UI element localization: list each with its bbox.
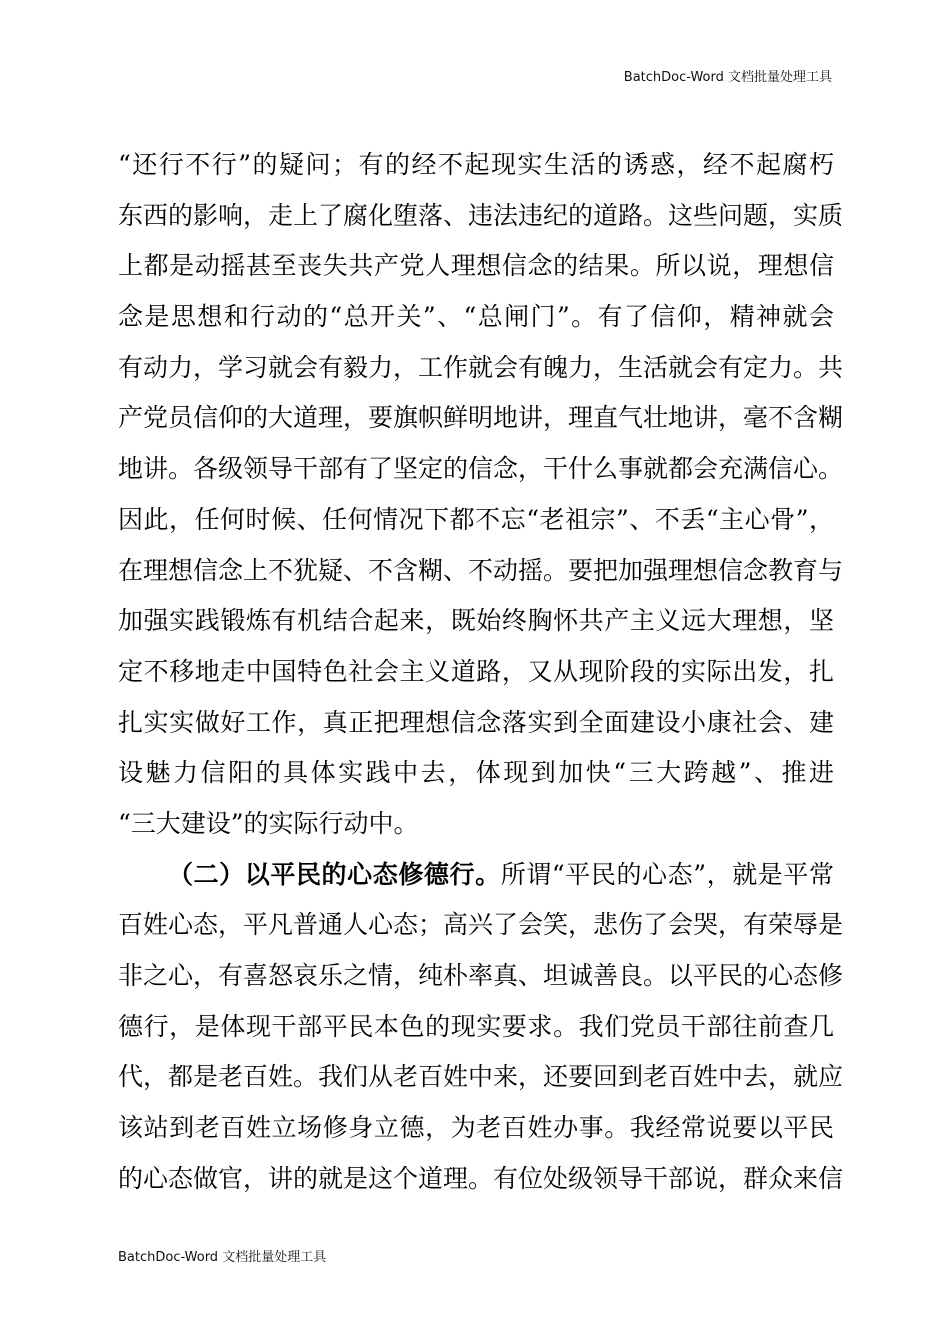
body-line: 地讲。各级领导干部有了坚定的信念，干什么事就都会充满信心。 xyxy=(118,454,844,484)
body-line: 有动力，学习就会有毅力，工作就会有魄力，生活就会有定力。共 xyxy=(118,352,844,382)
body-line: 扎实实做好工作，真正把理想信念落实到全面建设小康社会、建 xyxy=(118,707,834,737)
body-line: 加强实践锻炼有机结合起来，既始终胸怀共产主义远大理想，坚 xyxy=(118,606,834,636)
body-line: “还行不行”的疑问；有的经不起现实生活的诱惑，经不起腐朽 xyxy=(118,150,834,179)
section-heading: （二）以平民的心态修德行。 xyxy=(168,859,501,889)
body-line: 设魅力信阳的具体实践中去，体现到加快“三大跨越”、推进 xyxy=(118,758,834,788)
body-line: 念是思想和行动的“总开关”、“总闸门”。有了信仰，精神就会 xyxy=(118,302,834,332)
body-line: 上都是动摇甚至丧失共产党人理想信念的结果。所以说，理想信 xyxy=(118,251,834,281)
body-line: 代，都是老百姓。我们从老百姓中来，还要回到老百姓中去，就应 xyxy=(118,1062,844,1092)
document-body xyxy=(118,140,844,1204)
body-line: 东西的影响，走上了腐化堕落、违法违纪的道路。这些问题，实质 xyxy=(118,200,844,230)
body-line: 产党员信仰的大道理，要旗帜鲜明地讲，理直气壮地讲，毫不含糊 xyxy=(118,403,844,433)
body-line: 该站到老百姓立场修身立德，为老百姓办事。我经常说要以平民 xyxy=(118,1113,834,1143)
section-first-line-text: 所谓“平民的心态”，就是平常 xyxy=(500,859,834,889)
page-footer: BatchDoc-Word 文档批量处理工具 xyxy=(118,1250,327,1265)
body-line: 的心态做官，讲的就是这个道理。有位处级领导干部说，群众来信 xyxy=(118,1163,844,1193)
page-header: BatchDoc-Word 文档批量处理工具 xyxy=(623,70,832,85)
body-line: “三大建设”的实际行动中。 xyxy=(118,808,419,838)
section-first-line xyxy=(118,850,834,901)
body-line: 定不移地走中国特色社会主义道路，又从现阶段的实际出发，扎 xyxy=(118,656,834,686)
body-line: 在理想信念上不犹疑、不含糊、不动摇。要把加强理想信念教育与 xyxy=(118,555,844,585)
body-line: 百姓心态，平凡普通人心态；高兴了会笑，悲伤了会哭，有荣辱是 xyxy=(118,910,844,940)
body-line: 德行，是体现干部平民本色的现实要求。我们党员干部往前查几 xyxy=(118,1011,834,1041)
body-line: 因此，任何时候、任何情况下都不忘“老祖宗”、不丢“主心骨”， xyxy=(118,504,834,534)
body-line: 非之心，有喜怒哀乐之情，纯朴率真、坦诚善良。以平民的心态修 xyxy=(118,961,844,990)
